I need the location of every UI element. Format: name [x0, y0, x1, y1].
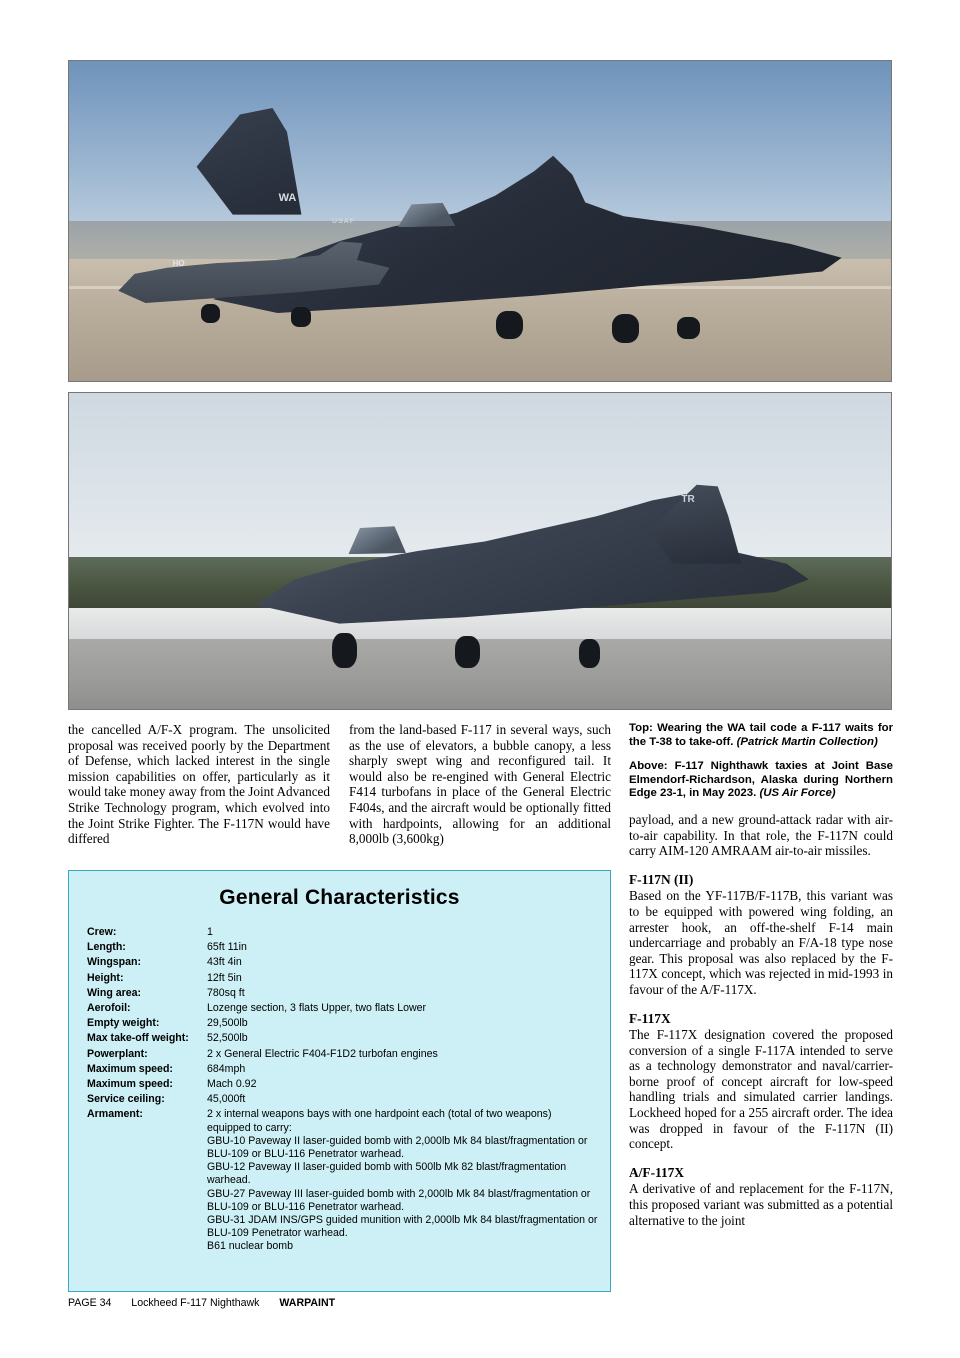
tailcode-ho-marking: HO: [172, 259, 185, 269]
general-characteristics-box: [68, 870, 611, 1292]
footer-page-number: PAGE 34: [68, 1297, 112, 1309]
spec-value: 2 x General Electric F404-F1D2 turbofan engines: [207, 1047, 438, 1060]
spec-row: [69, 1002, 610, 1017]
spec-label: Maximum speed:: [87, 1078, 173, 1091]
spec-row: [69, 972, 610, 987]
section-text-f117n-ii: Based on the YF-117B/F-117B, this variant was to be equipped with powered wing folding, an arrester hook, an off-the-shelf F-14 main undercarriage and probably an F/A-18 type nose gear. This proposal was also replaced by the F-117X concept, which was rejected in mid-1993 in favour of the A/F-117X.: [629, 888, 893, 997]
spec-row: [69, 987, 610, 1002]
section-text-f117x: The F-117X designation covered the proposed conversion of a single F-117A intended to serve as a technology demonstrator and naval/carrier-borne proof of concept aircraft for low-speed handling trials and simulated carrier landings. Lockheed hoped for a 255 aircraft order. The idea was dropped in favour of the F-117N (II) concept.: [629, 1027, 893, 1152]
f117-nose-gear: [677, 317, 700, 339]
section-heading-f117x: F-117X: [629, 1010, 671, 1026]
spec-table: [69, 926, 610, 1256]
spec-row: [69, 1078, 610, 1093]
spec-row: [69, 1048, 610, 1063]
spec-label: Wing area:: [87, 986, 142, 999]
armament-line: BLU-109 or BLU-116 Penetrator warhead.: [207, 1200, 405, 1213]
spec-label: Aerofoil:: [87, 1002, 131, 1015]
footer-book-title: Lockheed F-117 Nighthawk: [131, 1297, 260, 1309]
spec-label-armament: Armament:: [87, 1108, 143, 1121]
spec-label: Maximum speed:: [87, 1062, 173, 1075]
spec-label: Empty weight:: [87, 1017, 160, 1030]
section-text-af117x: A derivative of and replacement for the F-117N, this proposed variant was submitted as a potential alternative to the joint: [629, 1181, 893, 1228]
armament-line: GBU-10 Paveway II laser-guided bomb with 2,000lb Mk 84 blast/fragmentation or: [207, 1134, 588, 1147]
body-column-left: [68, 722, 330, 847]
f117-main-gear-right-alaska: [455, 636, 480, 668]
photo-f117-with-t38: [68, 60, 892, 382]
armament-line: B61 nuclear bomb: [207, 1240, 293, 1253]
spec-label: Length:: [87, 941, 126, 954]
spec-label: Max take-off weight:: [87, 1032, 189, 1045]
caption-top-credit: (Patrick Martin Collection): [736, 735, 878, 748]
spec-value: 65ft 11in: [207, 941, 247, 954]
section-heading-f117n-ii: F-117N (II): [629, 871, 694, 887]
f117-main-gear-right: [612, 314, 640, 343]
spec-row: [69, 1017, 610, 1032]
spec-label: Height:: [87, 971, 124, 984]
paragraph-left: the cancelled A/F-X program. The unsolicited proposal was received poorly by the Department of Defense, which lacked interest in the single mission capabilities on offer, particularly as it would take money away from the Joint Advanced Strike Technology program, which evolved into the Joint Strike Fighter. The F-117N would have differed: [68, 722, 330, 847]
spec-value-armament: [207, 1108, 610, 1255]
spec-row: [69, 1032, 610, 1047]
f117-main-gear-left: [496, 311, 522, 340]
page-footer: [68, 1297, 892, 1309]
spec-row: [69, 956, 610, 971]
armament-line: BLU-109 Penetrator warhead.: [207, 1227, 348, 1240]
spec-value: 12ft 5in: [207, 971, 242, 984]
spec-row: [69, 941, 610, 956]
spec-box-title: General Characteristics: [219, 886, 460, 909]
caption-top-text: Top: Wearing the WA tail code a F-117 waits for the T-38 to take-off.: [629, 722, 893, 748]
spec-row: [69, 1063, 610, 1078]
armament-line: GBU-27 Paveway III laser-guided bomb with 2,000lb Mk 84 blast/fragmentation or: [207, 1187, 591, 1200]
spec-row: [69, 1093, 610, 1108]
t38-main-gear: [291, 307, 311, 326]
spec-value: Lozenge section, 3 flats Upper, two flats Lower: [207, 1002, 427, 1015]
caption-above-text: Above: F-117 Nighthawk taxies at Joint Base Elmendorf-Richardson, Alaska during Northern Edge 23-1, in May 2023.: [629, 760, 893, 800]
taxiway-surface: [69, 639, 891, 709]
spec-label: Service ceiling:: [87, 1093, 165, 1106]
caption-above-credit: (US Air Force): [759, 787, 836, 800]
armament-line: warhead.: [207, 1174, 251, 1187]
armament-line: equipped to carry:: [207, 1121, 292, 1134]
armament-line: BLU-109 or BLU-116 Penetrator warhead.: [207, 1148, 405, 1161]
spec-value: 45,000ft: [207, 1093, 246, 1106]
spec-row: [69, 926, 610, 941]
section-heading-af117x: A/F-117X: [629, 1164, 685, 1180]
spec-value: 52,500lb: [207, 1032, 248, 1045]
spec-value: 780sq ft: [207, 986, 245, 999]
armament-line: GBU-31 JDAM INS/GPS guided munition with 2,000lb Mk 84 blast/fragmentation or: [207, 1214, 598, 1227]
tailcode-tr-marking: TR: [681, 494, 695, 506]
tailcode-wa-marking: WA: [278, 192, 297, 205]
f117-main-gear-left-alaska: [332, 633, 357, 668]
paragraph-right-intro: payload, and a new ground-attack radar with air-to-air capability. In that role, the F-117N could carry AIM-120 AMRAAM air-to-air missiles.: [629, 811, 893, 859]
spec-value: 684mph: [207, 1062, 246, 1075]
usaf-marking: USAF: [332, 217, 356, 225]
photo-f117-alaska: [68, 392, 892, 710]
spec-value: Mach 0.92: [207, 1078, 257, 1091]
armament-line: 2 x internal weapons bays with one hardpoint each (total of two weapons): [207, 1108, 552, 1121]
spec-value: 1: [207, 926, 213, 938]
spec-value: 43ft 4in: [207, 956, 242, 969]
body-column-right: [629, 722, 893, 1228]
t38-nose-gear: [201, 304, 221, 323]
spec-label: Powerplant:: [87, 1047, 148, 1060]
spec-value: 29,500lb: [207, 1017, 248, 1030]
paragraph-middle: from the land-based F-117 in several ways, such as the use of elevators, a bubble canopy, a less sharply swept wing and reconfigured tail. It would also be re-engined with General Electric F414 turbofans in place of the General Electric F404s, and the aircraft would be optionally fitted with hardpoints, allowing for an additional 8,000lb (3,600kg): [349, 722, 611, 847]
body-column-middle: [349, 722, 611, 847]
caption-above-photo: [629, 760, 893, 801]
armament-line: GBU-12 Paveway II laser-guided bomb with 500lb Mk 82 blast/fragmentation: [207, 1161, 567, 1174]
f117-nose-gear-alaska: [579, 639, 600, 667]
spec-label: Wingspan:: [87, 956, 142, 969]
spec-label: Crew:: [87, 926, 117, 938]
spec-row-armament: [69, 1108, 610, 1255]
caption-top-photo: [629, 722, 893, 749]
footer-brand: WARPAINT: [279, 1297, 336, 1309]
